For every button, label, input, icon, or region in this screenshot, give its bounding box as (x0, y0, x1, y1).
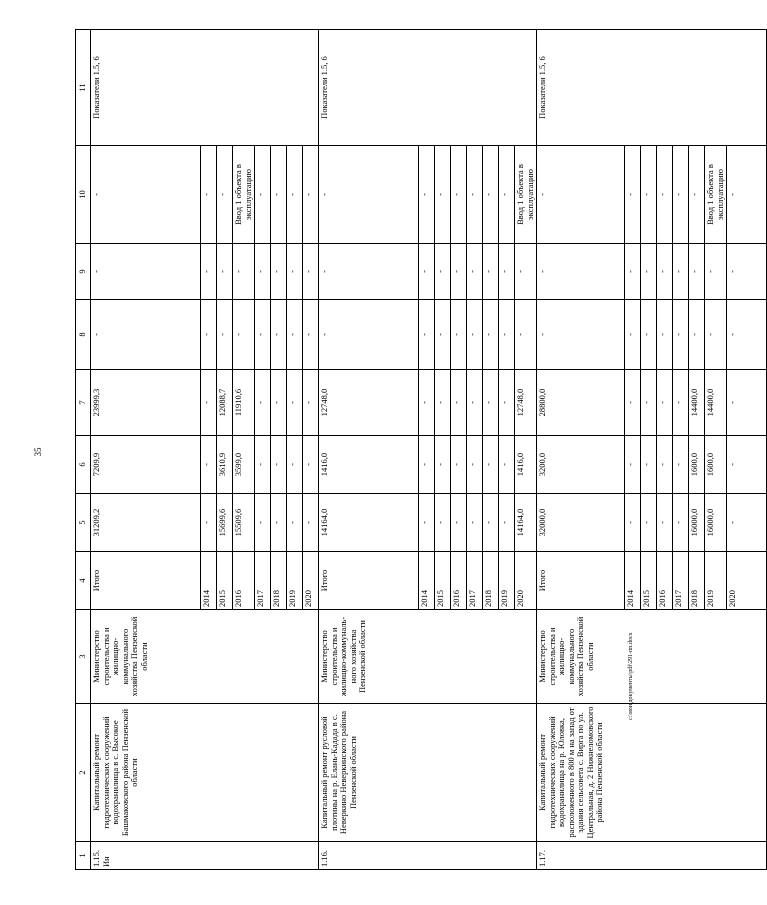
regional-budget: - (499, 436, 515, 494)
total-cost: 16000,0 (705, 494, 727, 552)
local-budget: - (467, 300, 483, 370)
total-cost: - (483, 494, 499, 552)
table-row (537, 30, 625, 870)
year-cell: 2017 (467, 552, 483, 610)
expected-result: Ввод 1 объекта в эксплуатацию (233, 146, 255, 244)
extra-budget: - (419, 244, 435, 300)
local-budget: - (419, 300, 435, 370)
extra-budget: - (91, 244, 201, 300)
local-budget: - (705, 300, 727, 370)
total-cost: - (287, 494, 303, 552)
expected-result: - (419, 146, 435, 244)
federal-budget: 14400,0 (705, 370, 727, 436)
extra-budget: - (435, 244, 451, 300)
total-cost: - (499, 494, 515, 552)
column-number: 10 (76, 146, 91, 244)
expected-result: - (271, 146, 287, 244)
regional-budget: - (673, 436, 689, 494)
column-number: 2 (76, 704, 91, 842)
regional-budget: - (727, 436, 767, 494)
extra-budget: - (657, 244, 673, 300)
regional-budget: - (451, 436, 467, 494)
federal-budget: - (303, 370, 319, 436)
federal-budget: 12748,0 (319, 370, 419, 436)
total-cost: - (467, 494, 483, 552)
regional-budget: 3200,0 (537, 436, 625, 494)
local-budget: - (625, 300, 641, 370)
year-cell: 2015 (641, 552, 657, 610)
total-cost: 15699,6 (217, 494, 233, 552)
regional-budget: - (483, 436, 499, 494)
extra-budget: - (271, 244, 287, 300)
local-budget: - (727, 300, 767, 370)
federal-budget: - (201, 370, 217, 436)
column-number: 11 (76, 30, 91, 146)
regional-budget: - (467, 436, 483, 494)
regional-budget: - (287, 436, 303, 494)
extra-budget: - (287, 244, 303, 300)
local-budget: - (673, 300, 689, 370)
expected-result: Ввод 1 объекта в эксплуатацию (515, 146, 537, 244)
local-budget: - (537, 300, 625, 370)
local-budget: - (499, 300, 515, 370)
federal-budget: - (673, 370, 689, 436)
extra-budget: - (483, 244, 499, 300)
table-row (319, 30, 419, 870)
total-cost: - (451, 494, 467, 552)
extra-budget: - (641, 244, 657, 300)
program-activities-table (75, 29, 767, 870)
indicator-ref: Показатели 1.5, 6 (319, 30, 537, 146)
regional-budget: 7209,9 (91, 436, 201, 494)
federal-budget: - (419, 370, 435, 436)
column-number: 7 (76, 370, 91, 436)
extra-budget: - (673, 244, 689, 300)
expected-result: - (91, 146, 201, 244)
extra-budget: - (625, 244, 641, 300)
year-cell: 2015 (435, 552, 451, 610)
federal-budget: - (641, 370, 657, 436)
local-budget: - (483, 300, 499, 370)
year-cell: 2014 (625, 552, 641, 610)
total-cost: - (201, 494, 217, 552)
extra-budget: - (689, 244, 705, 300)
expected-result: - (255, 146, 271, 244)
expected-result: - (319, 146, 419, 244)
year-cell: 2018 (483, 552, 499, 610)
local-budget: - (217, 300, 233, 370)
extra-budget: - (499, 244, 515, 300)
total-cost: - (419, 494, 435, 552)
federal-budget: - (727, 370, 767, 436)
regional-budget: 3599,0 (233, 436, 255, 494)
local-budget: - (303, 300, 319, 370)
total-cost: 14164,0 (515, 494, 537, 552)
indicator-ref: Показатели 1.5, 6 (91, 30, 319, 146)
regional-budget: - (255, 436, 271, 494)
federal-budget: - (255, 370, 271, 436)
local-budget: - (689, 300, 705, 370)
year-cell: Итого (91, 552, 201, 610)
total-cost: - (673, 494, 689, 552)
column-number: 8 (76, 300, 91, 370)
year-cell: 2016 (657, 552, 673, 610)
expected-result: - (537, 146, 625, 244)
expected-result: - (287, 146, 303, 244)
column-number: 9 (76, 244, 91, 300)
local-budget: - (657, 300, 673, 370)
year-cell: 2015 (217, 552, 233, 610)
federal-budget: 28800,0 (537, 370, 625, 436)
local-budget: - (515, 300, 537, 370)
local-budget: - (255, 300, 271, 370)
item-number: 1.16. (319, 842, 537, 870)
indicator-ref: Показатели 1.5, 6 (537, 30, 767, 146)
item-number: 1.15. Ин (91, 842, 319, 870)
federal-budget: 23999,3 (91, 370, 201, 436)
regional-budget: - (435, 436, 451, 494)
regional-budget: - (201, 436, 217, 494)
extra-budget: - (303, 244, 319, 300)
expected-result: - (641, 146, 657, 244)
total-cost: - (657, 494, 673, 552)
total-cost: - (303, 494, 319, 552)
federal-budget: - (271, 370, 287, 436)
local-budget: - (201, 300, 217, 370)
regional-budget: 1600,0 (689, 436, 705, 494)
column-number: 3 (76, 610, 91, 704)
executor: Министерство строительства и жилищно-коммунального хозяйства Пензенской области (91, 610, 319, 704)
regional-budget: 3610,9 (217, 436, 233, 494)
column-number: 5 (76, 494, 91, 552)
header-row (76, 30, 91, 870)
federal-budget: - (499, 370, 515, 436)
extra-budget: - (201, 244, 217, 300)
table-body (76, 30, 767, 870)
extra-budget: - (727, 244, 767, 300)
federal-budget: - (435, 370, 451, 436)
total-cost: - (727, 494, 767, 552)
column-number: 6 (76, 436, 91, 494)
year-cell: Итого (537, 552, 625, 610)
year-cell: 2019 (499, 552, 515, 610)
year-cell: 2018 (689, 552, 705, 610)
year-cell: 2018 (271, 552, 287, 610)
local-budget: - (451, 300, 467, 370)
federal-budget: 14400,0 (689, 370, 705, 436)
executor: Министерство строительства и жилищно-коммуналь-ного хозяйства Пензенской области (319, 610, 537, 704)
local-budget: - (287, 300, 303, 370)
activity-name: Капитальный ремонт гидротехнических сооружений водохранилища в с. Высокое Башмаковского района Пензенской области (91, 704, 319, 842)
federal-budget: - (625, 370, 641, 436)
year-cell: Итого (319, 552, 419, 610)
column-number: 1 (76, 842, 91, 870)
expected-result: - (727, 146, 767, 244)
expected-result: - (483, 146, 499, 244)
regional-budget: - (625, 436, 641, 494)
year-cell: 2017 (673, 552, 689, 610)
total-cost: - (271, 494, 287, 552)
year-cell: 2019 (705, 552, 727, 610)
total-cost: 15509,6 (233, 494, 255, 552)
expected-result: - (201, 146, 217, 244)
local-budget: - (641, 300, 657, 370)
extra-budget: - (515, 244, 537, 300)
year-cell: 2014 (201, 552, 217, 610)
activity-name: Капитальный ремонт гидротехнических сооружений водохранилища на р. Юловка, расположенного в 800 м на запад от здания сельсовета с. Вирга по ул. Центральная, д. 2 Нижнеломовского района Пензенской области (537, 704, 767, 842)
year-cell: 2016 (233, 552, 255, 610)
total-cost: 31209,2 (91, 494, 201, 552)
federal-budget: - (467, 370, 483, 436)
extra-budget: - (467, 244, 483, 300)
expected-result: Ввод 1 объекта в эксплуатацию (705, 146, 727, 244)
total-cost: 16000,0 (689, 494, 705, 552)
local-budget: - (435, 300, 451, 370)
executor: Министерство строительства и жилищно-коммунального хозяйства Пензенской области (537, 610, 767, 704)
year-cell: 2019 (287, 552, 303, 610)
extra-budget: - (705, 244, 727, 300)
year-cell: 2017 (255, 552, 271, 610)
extra-budget: - (255, 244, 271, 300)
year-cell: 2020 (727, 552, 767, 610)
activity-name: Капитальный ремонт русловой плотины на р. Елань-Кадада в с. Неверкино Неверкинского района Пензенской области (319, 704, 537, 842)
regional-budget: 1416,0 (515, 436, 537, 494)
year-cell: 2020 (515, 552, 537, 610)
footer-file-path: c:\мои документы\pdf\291-пп.docx (628, 632, 634, 720)
expected-result: - (657, 146, 673, 244)
federal-budget: - (657, 370, 673, 436)
local-budget: - (319, 300, 419, 370)
total-cost: - (641, 494, 657, 552)
federal-budget: - (483, 370, 499, 436)
total-cost: 32000,0 (537, 494, 625, 552)
federal-budget: 11910,6 (233, 370, 255, 436)
extra-budget: - (451, 244, 467, 300)
year-cell: 2016 (451, 552, 467, 610)
extra-budget: - (217, 244, 233, 300)
expected-result: - (435, 146, 451, 244)
expected-result: - (673, 146, 689, 244)
federal-budget: 12088,7 (217, 370, 233, 436)
regional-budget: - (303, 436, 319, 494)
federal-budget: - (287, 370, 303, 436)
expected-result: - (499, 146, 515, 244)
local-budget: - (233, 300, 255, 370)
year-cell: 2014 (419, 552, 435, 610)
item-number: 1.17. (537, 842, 767, 870)
local-budget: - (271, 300, 287, 370)
expected-result: - (689, 146, 705, 244)
regional-budget: - (657, 436, 673, 494)
federal-budget: 12748,0 (515, 370, 537, 436)
expected-result: - (467, 146, 483, 244)
extra-budget: - (537, 244, 625, 300)
total-cost: - (255, 494, 271, 552)
expected-result: - (625, 146, 641, 244)
year-cell: 2020 (303, 552, 319, 610)
page-number: 35 (33, 447, 43, 457)
regional-budget: - (641, 436, 657, 494)
total-cost: 14164,0 (319, 494, 419, 552)
table-row (91, 30, 201, 870)
total-cost: - (435, 494, 451, 552)
extra-budget: - (233, 244, 255, 300)
federal-budget: - (451, 370, 467, 436)
regional-budget: 1600,0 (705, 436, 727, 494)
regional-budget: 1416,0 (319, 436, 419, 494)
regional-budget: - (419, 436, 435, 494)
expected-result: - (303, 146, 319, 244)
expected-result: - (217, 146, 233, 244)
column-number: 4 (76, 552, 91, 610)
expected-result: - (451, 146, 467, 244)
total-cost: - (625, 494, 641, 552)
local-budget: - (91, 300, 201, 370)
extra-budget: - (319, 244, 419, 300)
regional-budget: - (271, 436, 287, 494)
